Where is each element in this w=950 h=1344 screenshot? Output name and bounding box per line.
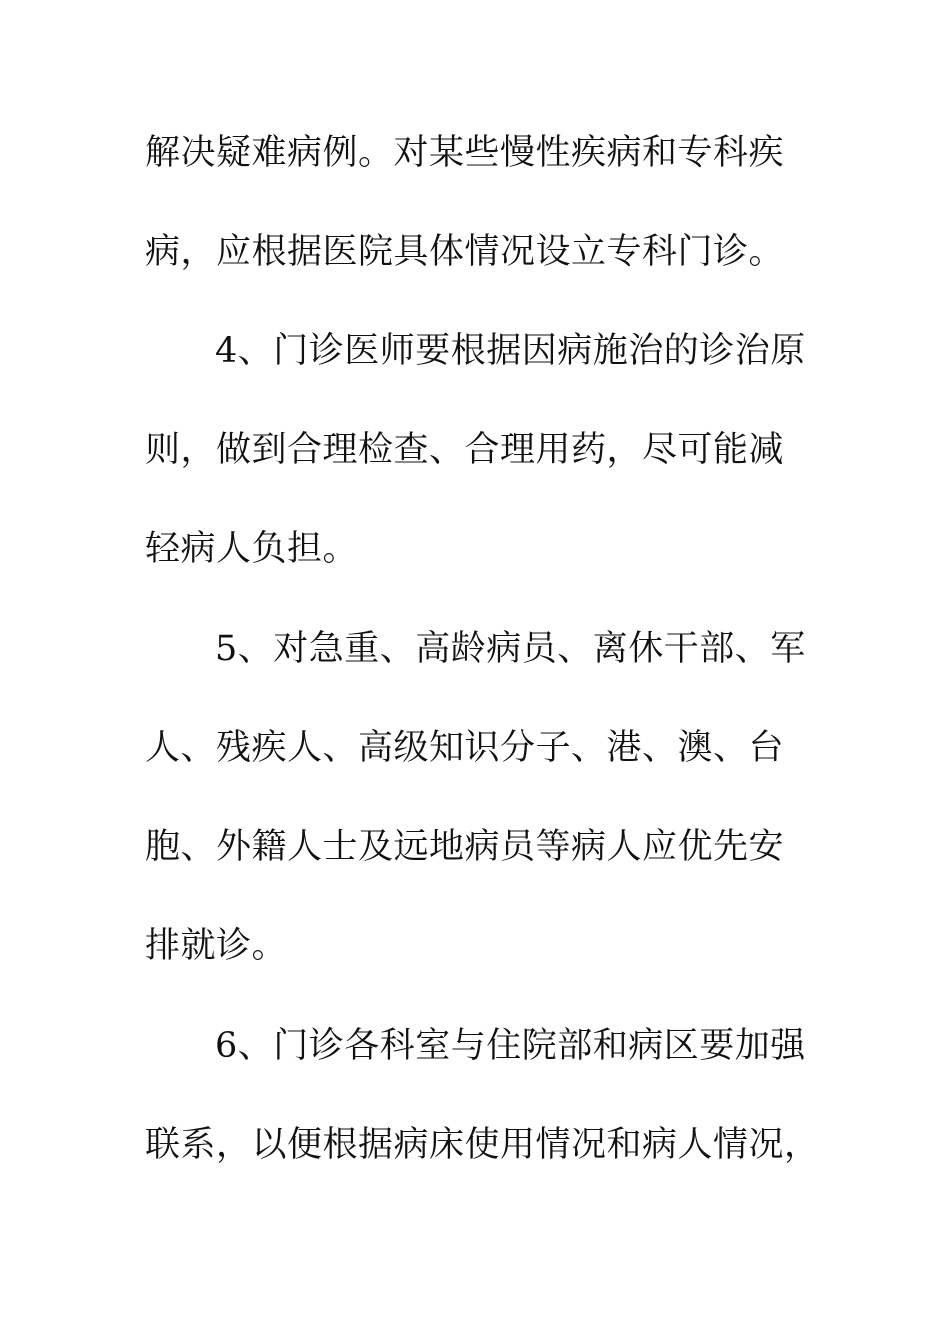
text-line-2: 病，应根据医院具体情况设立专科门诊。 (145, 232, 785, 272)
paragraph-4-line-1: 4、门诊医师要根据因病施治的诊治原 (215, 331, 806, 371)
paragraph-5-line-4: 排就诊。 (145, 926, 288, 966)
text-line-1: 解决疑难病例。对某些慢性疾病和专科疾 (145, 133, 785, 173)
paragraph-6-line-1: 6、门诊各科室与住院部和病区要加强 (215, 1026, 806, 1066)
paragraph-5-line-2: 人、残疾人、高级知识分子、港、澳、台 (145, 728, 785, 768)
paragraph-5-line-3: 胞、外籍人士及远地病员等病人应优先安 (145, 827, 785, 867)
paragraph-5-line-1: 5、对急重、高龄病员、离休干部、军 (215, 629, 806, 669)
paragraph-4-line-2: 则，做到合理检查、合理用药，尽可能减 (145, 430, 785, 470)
paragraph-6-line-2: 联系，以便根据病床使用情况和病人情况， (145, 1125, 820, 1165)
paragraph-4-line-3: 轻病人负担。 (145, 529, 359, 569)
